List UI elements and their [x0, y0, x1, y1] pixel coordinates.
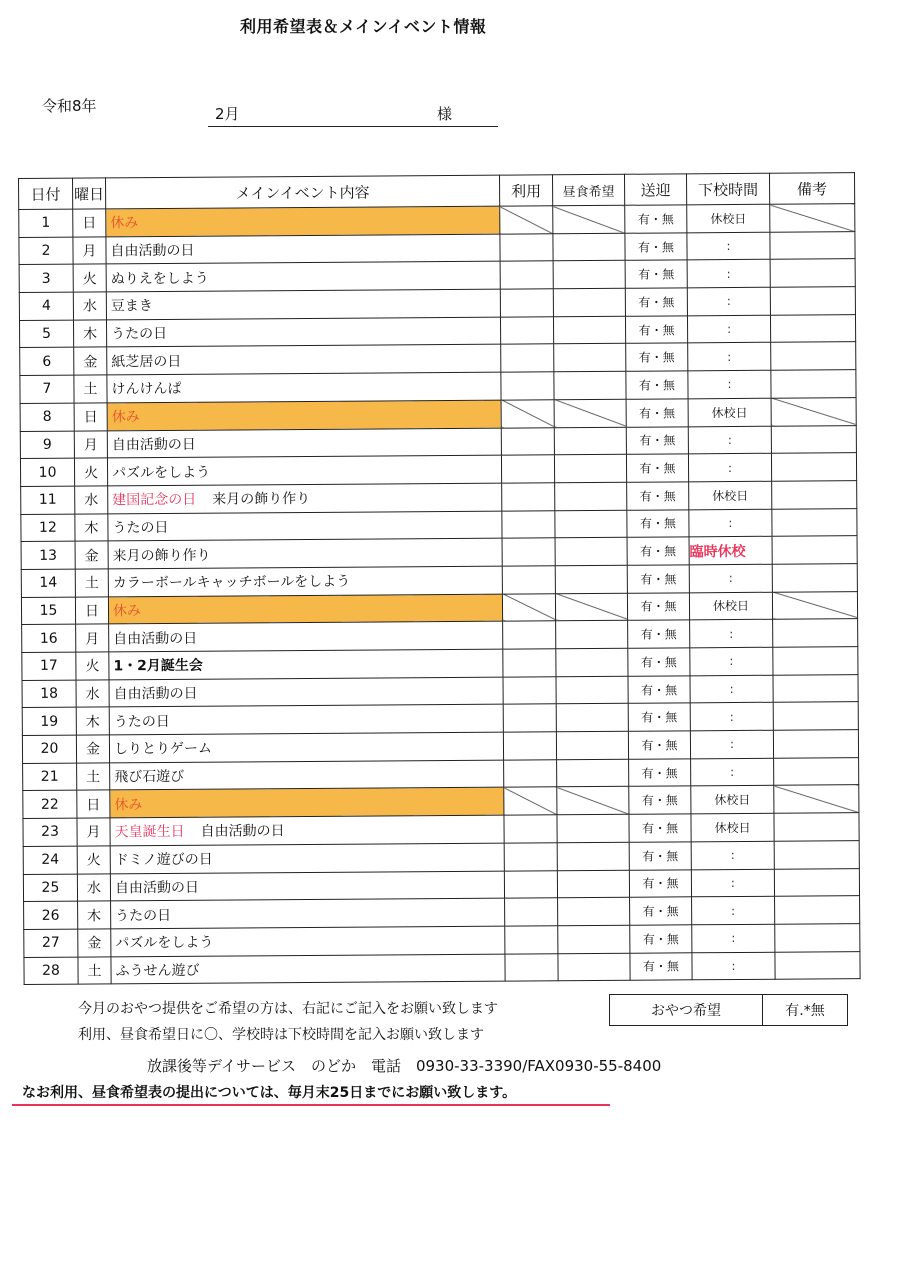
event-cell [108, 594, 502, 624]
event-text: ぬりえをしよう [110, 270, 209, 288]
use-cell[interactable] [501, 372, 554, 400]
col-remarks: 備考 [769, 173, 854, 205]
day-cell: 木 [78, 901, 111, 929]
remarks-cell[interactable] [771, 370, 856, 398]
use-cell [501, 400, 554, 428]
day-cell: 水 [75, 486, 108, 514]
remarks-cell [771, 397, 856, 425]
use-cell[interactable] [501, 427, 554, 455]
pickup-cell[interactable]: 有・無 [629, 869, 691, 897]
event-cell [108, 566, 502, 596]
pickup-cell[interactable]: 有・無 [628, 703, 690, 731]
event-cell [107, 372, 501, 402]
dismissal-cell[interactable]: 休校日 [689, 592, 772, 620]
remarks-cell[interactable] [775, 924, 860, 952]
date-cell: 4 [19, 292, 73, 320]
event-cell [107, 428, 501, 458]
snack-box [609, 994, 848, 1026]
remarks-cell[interactable] [774, 868, 859, 896]
use-cell [502, 593, 555, 621]
event-cell [107, 345, 501, 375]
remarks-cell[interactable] [771, 453, 856, 481]
event-text: 休み [112, 603, 142, 620]
event-text: うたの日 [115, 907, 172, 924]
dismissal-cell[interactable]: : [688, 426, 771, 454]
date-cell: 6 [20, 348, 74, 376]
name-suffix: 様 [437, 105, 453, 123]
remarks-cell[interactable] [773, 702, 858, 730]
remarks-cell[interactable] [771, 342, 856, 370]
dismissal-cell[interactable]: 休校日 [688, 398, 771, 426]
day-cell: 金 [78, 929, 111, 957]
contact-info: 放課後等デイサービス のどか 電話 0930-33-3390/FAX0930-55-8400 [147, 1057, 662, 1075]
pickup-cell[interactable]: 有・無 [627, 565, 689, 593]
lunch-cell[interactable] [554, 344, 626, 372]
date-cell: 9 [20, 431, 74, 459]
date-cell: 25 [23, 874, 77, 902]
col-date: 日付 [19, 178, 73, 209]
event-cell [111, 926, 505, 956]
col-lunch: 昼食希望 [552, 174, 624, 206]
dismissal-cell[interactable]: : [687, 315, 770, 343]
remarks-cell[interactable] [774, 813, 859, 841]
event-cell [109, 705, 503, 735]
remarks-cell[interactable] [774, 840, 859, 868]
date-cell: 14 [21, 569, 75, 597]
day-cell: 月 [76, 624, 109, 652]
lunch-cell[interactable] [558, 897, 630, 925]
lunch-cell[interactable] [556, 648, 628, 676]
day-cell: 水 [73, 292, 106, 320]
event-cell [106, 289, 500, 319]
pickup-cell[interactable]: 有・無 [626, 343, 688, 371]
event-text: 休み [110, 215, 139, 232]
use-cell[interactable] [502, 566, 555, 594]
date-cell: 22 [23, 791, 77, 819]
pickup-cell[interactable]: 有・無 [625, 288, 687, 316]
event-cell [110, 788, 504, 818]
event-cell [110, 843, 504, 873]
pickup-cell[interactable]: 有・無 [627, 592, 689, 620]
event-text: 自由活動の日 [113, 630, 198, 648]
dismissal-cell[interactable]: : [690, 675, 773, 703]
pickup-cell[interactable]: 有・無 [627, 537, 689, 565]
dismissal-cell[interactable]: 休校日 [691, 813, 774, 841]
lunch-cell[interactable] [553, 316, 625, 344]
event-text: しりとりゲーム [113, 741, 213, 758]
deadline-underline [12, 1104, 610, 1106]
event-text: 休み [111, 409, 140, 426]
lunch-cell[interactable] [556, 704, 628, 732]
event-text: パズルをしよう [115, 934, 214, 952]
use-cell [504, 787, 557, 815]
col-event: メインイベント内容 [106, 175, 500, 209]
col-dismissal: 下校時間 [686, 173, 769, 205]
day-cell: 日 [75, 597, 108, 625]
event-text: けんけんぱ [111, 381, 182, 398]
date-cell: 8 [20, 403, 74, 431]
use-cell[interactable] [500, 233, 553, 261]
event-cell [106, 234, 500, 264]
date-cell: 17 [22, 652, 76, 680]
event-text: 自由活動の日 [114, 879, 200, 897]
pickup-cell[interactable]: 有・無 [625, 233, 687, 261]
date-cell: 28 [24, 957, 78, 985]
name-field-line[interactable] [208, 126, 498, 127]
event-text: 飛び石遊び [114, 768, 185, 786]
schedule-table [18, 172, 861, 985]
lunch-cell [554, 399, 626, 427]
lunch-cell[interactable] [555, 482, 627, 510]
use-cell[interactable] [500, 317, 553, 345]
date-cell: 1 [19, 209, 73, 237]
event-cell [108, 538, 502, 568]
use-cell[interactable] [505, 926, 558, 954]
remarks-cell[interactable] [771, 425, 856, 453]
dismissal-cell[interactable]: 休校日 [689, 481, 772, 509]
event-text: うたの日 [111, 326, 168, 343]
day-cell: 火 [77, 846, 110, 874]
date-cell: 24 [23, 846, 77, 874]
day-cell: 金 [76, 735, 109, 763]
pickup-cell[interactable]: 有・無 [625, 205, 687, 233]
remarks-cell[interactable] [773, 647, 858, 675]
pickup-cell[interactable]: 有・無 [627, 482, 689, 510]
date-cell: 10 [20, 458, 74, 486]
pickup-cell[interactable]: 有・無 [628, 648, 690, 676]
use-cell[interactable] [501, 455, 554, 483]
lunch-cell [553, 205, 625, 233]
use-cell[interactable] [503, 732, 556, 760]
event-text: カラーボールキャッチボールをしよう [112, 573, 351, 592]
lunch-cell [557, 787, 629, 815]
col-day: 曜日 [73, 178, 106, 209]
pickup-cell[interactable]: 有・無 [625, 316, 687, 344]
remarks-cell[interactable] [772, 564, 857, 592]
day-cell: 木 [75, 513, 108, 541]
use-cell[interactable] [502, 538, 555, 566]
pickup-cell[interactable]: 有・無 [630, 925, 692, 953]
date-cell: 11 [21, 486, 75, 514]
use-cell[interactable] [503, 704, 556, 732]
dismissal-cell[interactable]: : [690, 703, 773, 731]
event-text: 自由活動の日 [113, 685, 198, 703]
dismissal-cell[interactable]: : [692, 924, 775, 952]
day-cell: 火 [76, 652, 109, 680]
pickup-cell[interactable]: 有・無 [627, 509, 689, 537]
use-cell[interactable] [500, 261, 553, 289]
dismissal-cell[interactable]: : [688, 453, 771, 481]
remarks-cell [772, 591, 857, 619]
event-cell [109, 649, 503, 679]
event-text: うたの日 [113, 713, 170, 731]
pickup-cell[interactable]: 有・無 [629, 759, 691, 787]
lunch-cell[interactable] [555, 538, 627, 566]
event-cell [111, 954, 505, 984]
event-text: 建国記念の日 [112, 491, 197, 509]
dismissal-cell[interactable]: : [691, 841, 774, 869]
date-cell: 7 [20, 375, 74, 403]
snack-choice[interactable]: 有.*無 [763, 995, 848, 1026]
day-cell: 土 [77, 763, 110, 791]
pickup-cell[interactable]: 有・無 [626, 426, 688, 454]
event-cell [107, 455, 501, 485]
lunch-cell[interactable] [554, 454, 626, 482]
lunch-cell[interactable] [556, 676, 628, 704]
event-cell [108, 483, 502, 513]
event-cell [109, 732, 503, 762]
date-cell: 26 [24, 901, 78, 929]
date-cell: 27 [24, 929, 78, 957]
snack-label: おやつ希望 [610, 995, 763, 1026]
day-cell: 土 [78, 956, 111, 984]
event-cell [111, 898, 505, 928]
use-cell[interactable] [503, 676, 556, 704]
lunch-cell[interactable] [556, 731, 628, 759]
dismissal-cell[interactable]: 臨時休校 [689, 536, 772, 564]
remarks-cell[interactable] [770, 231, 855, 259]
use-cell[interactable] [505, 898, 558, 926]
pickup-cell[interactable]: 有・無 [630, 897, 692, 925]
pickup-cell[interactable]: 有・無 [628, 676, 690, 704]
remarks-cell[interactable] [775, 896, 860, 924]
dismissal-cell[interactable]: : [687, 287, 770, 315]
pickup-cell[interactable]: 有・無 [626, 399, 688, 427]
lunch-cell[interactable] [553, 288, 625, 316]
dismissal-cell[interactable]: : [690, 647, 773, 675]
event-text: 自由活動の日 [110, 242, 195, 260]
use-cell[interactable] [505, 953, 558, 981]
remarks-cell[interactable] [773, 619, 858, 647]
event-cell [110, 815, 504, 845]
day-cell: 火 [74, 458, 107, 486]
event-cell [106, 317, 500, 347]
lunch-cell[interactable] [558, 925, 630, 953]
remarks-cell[interactable] [772, 536, 857, 564]
lunch-cell[interactable] [553, 233, 625, 261]
day-cell: 水 [77, 873, 110, 901]
event-text: 天皇誕生日 [114, 824, 185, 841]
pickup-cell[interactable]: 有・無 [625, 260, 687, 288]
day-cell: 月 [74, 430, 107, 458]
use-cell[interactable] [503, 621, 556, 649]
dismissal-cell[interactable]: 休校日 [691, 786, 774, 814]
date-cell: 19 [22, 707, 76, 735]
date-cell: 12 [21, 514, 75, 542]
remarks-cell[interactable] [770, 259, 855, 287]
dismissal-cell[interactable]: : [688, 343, 771, 371]
event-cell [107, 400, 501, 430]
date-cell: 16 [22, 624, 76, 652]
event-text: ふうせん遊び [115, 962, 200, 980]
use-cell[interactable] [502, 483, 555, 511]
lunch-cell [555, 593, 627, 621]
date-cell: 21 [23, 763, 77, 791]
month-label: 2月 [215, 105, 240, 123]
dismissal-cell[interactable]: : [690, 730, 773, 758]
event-cell [108, 511, 502, 541]
dismissal-cell[interactable]: : [688, 370, 771, 398]
remarks-cell[interactable] [773, 730, 858, 758]
event-cell [110, 871, 504, 901]
event-text: 紙芝居の日 [111, 353, 182, 371]
pickup-cell[interactable]: 有・無 [629, 814, 691, 842]
lunch-cell[interactable] [557, 842, 629, 870]
date-cell: 18 [22, 680, 76, 708]
remarks-cell[interactable] [772, 508, 857, 536]
pickup-cell[interactable]: 有・無 [628, 731, 690, 759]
col-use: 利用 [499, 175, 552, 206]
day-cell: 月 [77, 818, 110, 846]
event-secondary: 自由活動の日 [200, 823, 285, 841]
pickup-cell[interactable]: 有・無 [628, 620, 690, 648]
event-text: パズルをしよう [112, 464, 211, 481]
remarks-cell[interactable] [773, 674, 858, 702]
note-snack: 今月のおやつ提供をご希望の方は、右記にご記入をお願い致します [78, 1001, 498, 1017]
use-cell[interactable] [504, 870, 557, 898]
event-text: 豆まき [110, 298, 153, 315]
use-cell[interactable] [500, 289, 553, 317]
deadline-note: なお利用、昼食希望表の提出については、毎月末25日までにお願い致します。 [22, 1085, 517, 1101]
dismissal-cell[interactable]: : [687, 232, 770, 260]
day-cell: 日 [73, 209, 106, 237]
pickup-cell[interactable]: 有・無 [629, 786, 691, 814]
event-cell [106, 206, 500, 236]
date-cell: 20 [22, 735, 76, 763]
event-cell [106, 262, 500, 292]
pickup-cell[interactable]: 有・無 [630, 952, 692, 980]
event-text: 自由活動の日 [111, 436, 196, 454]
pickup-cell[interactable]: 有・無 [626, 454, 688, 482]
note-fill: 利用、昼食希望日に〇、学校時は下校時間を記入お願い致します [78, 1027, 484, 1043]
remarks-cell[interactable] [772, 481, 857, 509]
dismissal-cell[interactable]: : [687, 260, 770, 288]
date-cell: 23 [23, 818, 77, 846]
date-cell: 5 [19, 320, 73, 348]
use-cell[interactable] [504, 760, 557, 788]
dismissal-cell[interactable]: : [692, 952, 775, 980]
table-row [24, 951, 860, 985]
era-year: 令和8年 [42, 97, 97, 115]
dismissal-cell[interactable]: : [689, 564, 772, 592]
date-cell: 13 [21, 541, 75, 569]
remarks-cell [774, 785, 859, 813]
lunch-cell[interactable] [555, 510, 627, 538]
remarks-cell[interactable] [774, 757, 859, 785]
event-text: 1・2月誕生会 [113, 658, 203, 675]
day-cell: 月 [73, 237, 106, 265]
day-cell: 日 [74, 403, 107, 431]
event-cell [109, 621, 503, 651]
day-cell: 火 [73, 264, 106, 292]
date-cell: 15 [21, 597, 75, 625]
dismissal-cell[interactable]: : [689, 509, 772, 537]
lunch-cell[interactable] [556, 621, 628, 649]
pickup-cell[interactable]: 有・無 [629, 842, 691, 870]
lunch-cell[interactable] [555, 565, 627, 593]
lunch-cell[interactable] [557, 759, 629, 787]
col-pickup: 送迎 [624, 174, 686, 205]
lunch-cell[interactable] [554, 427, 626, 455]
page-title: 利用希望表＆メインイベント情報 [240, 17, 487, 36]
use-cell[interactable] [502, 510, 555, 538]
event-cell [109, 677, 503, 707]
remarks-cell[interactable] [770, 314, 855, 342]
event-secondary: 来月の飾り作り [212, 491, 311, 508]
event-text: うたの日 [112, 519, 169, 537]
lunch-cell[interactable] [557, 870, 629, 898]
use-cell[interactable] [504, 843, 557, 871]
event-text: 来月の飾り作り [112, 547, 211, 564]
event-text: 休み [114, 796, 143, 814]
remarks-cell [770, 204, 855, 232]
lunch-cell[interactable] [553, 261, 625, 289]
remarks-cell[interactable] [775, 951, 860, 979]
dismissal-cell[interactable]: : [691, 758, 774, 786]
event-text: ドミノ遊びの日 [114, 851, 213, 869]
dismissal-cell[interactable]: 休校日 [687, 204, 770, 232]
day-cell: 土 [75, 569, 108, 597]
use-cell[interactable] [503, 649, 556, 677]
use-cell[interactable] [501, 344, 554, 372]
day-cell: 土 [74, 375, 107, 403]
lunch-cell[interactable] [554, 371, 626, 399]
schedule-body [19, 204, 860, 985]
use-cell [500, 206, 553, 234]
event-cell [110, 760, 504, 790]
day-cell: 日 [77, 790, 110, 818]
day-cell: 水 [76, 680, 109, 708]
dismissal-cell[interactable]: : [691, 869, 774, 897]
notes [78, 996, 498, 1048]
lunch-cell[interactable] [558, 953, 630, 981]
day-cell: 木 [73, 320, 106, 348]
pickup-cell[interactable]: 有・無 [626, 371, 688, 399]
lunch-cell[interactable] [557, 814, 629, 842]
day-cell: 木 [76, 707, 109, 735]
date-cell: 2 [19, 237, 73, 265]
day-cell: 金 [75, 541, 108, 569]
date-cell: 3 [19, 264, 73, 292]
day-cell: 金 [74, 347, 107, 375]
remarks-cell[interactable] [770, 287, 855, 315]
use-cell[interactable] [504, 815, 557, 843]
dismissal-cell[interactable]: : [690, 620, 773, 648]
dismissal-cell[interactable]: : [692, 896, 775, 924]
